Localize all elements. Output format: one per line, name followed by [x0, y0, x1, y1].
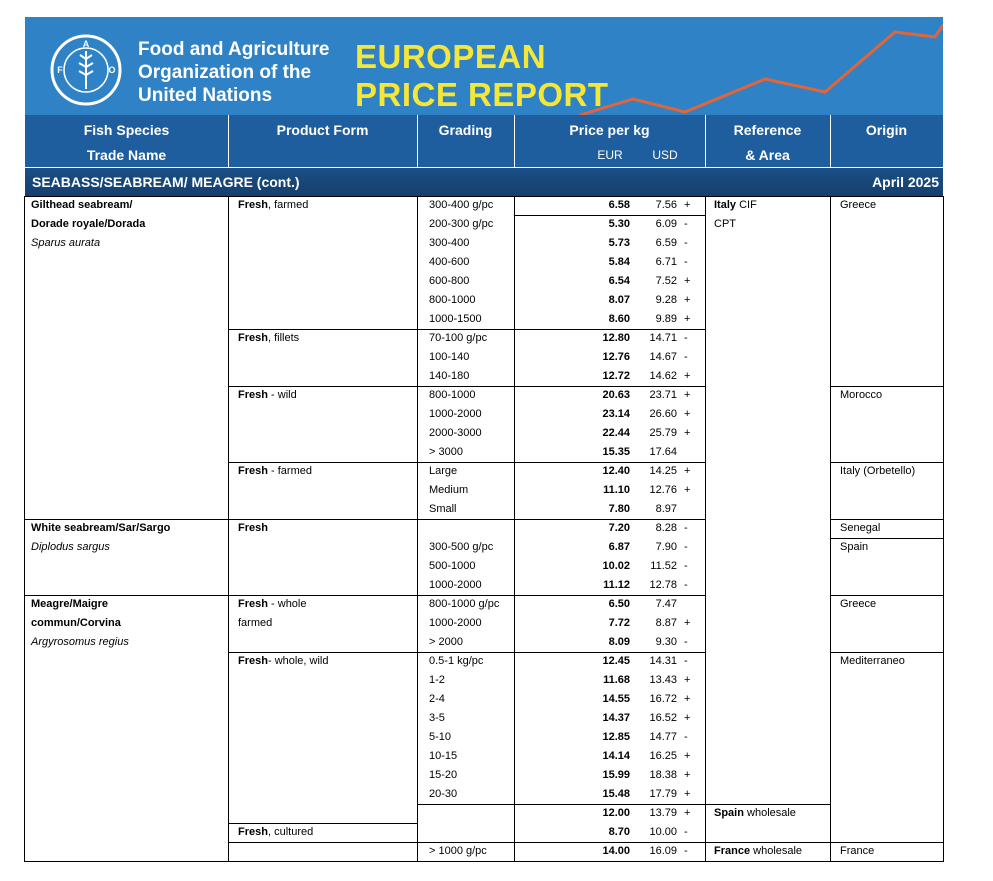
grade-value: 800-1000 g/pc: [429, 598, 500, 610]
price-usd: 26.60: [649, 408, 677, 420]
reference-area: [714, 845, 802, 858]
price-eur: 22.44: [602, 427, 630, 439]
grade-value: 800-1000: [429, 294, 476, 306]
price-rule: [514, 329, 705, 330]
col-origin: Origin: [865, 122, 908, 138]
product-form: [238, 655, 329, 668]
product-form-line2: farmed: [238, 617, 273, 629]
price-eur: 8.09: [608, 636, 630, 648]
species-rule: [24, 519, 228, 520]
price-eur: 10.02: [602, 560, 630, 572]
trend-indicator: +: [684, 465, 691, 477]
origin-rule: [830, 462, 943, 463]
price-rule: [514, 804, 705, 805]
grade-value: > 1000 g/pc: [429, 845, 487, 857]
grade-value: 800-1000: [429, 389, 476, 401]
species-name: Meagre/Maigre: [31, 598, 109, 610]
price-eur: 12.85: [602, 731, 630, 743]
col-reference: Reference: [733, 122, 802, 138]
product-form-main: Fresh: [238, 199, 268, 211]
table-header: [25, 115, 943, 167]
trend-indicator: +: [684, 807, 691, 819]
price-rule: [514, 386, 705, 387]
grade-value: 1-2: [429, 674, 445, 686]
price-usd: 8.28: [655, 522, 677, 534]
trend-indicator: -: [684, 351, 688, 363]
trend-indicator: +: [684, 674, 691, 686]
reference-basis: CIF: [736, 199, 757, 211]
price-rule: [514, 215, 705, 216]
price-eur: 15.35: [602, 446, 630, 458]
grade-value: 70-100 g/pc: [429, 332, 488, 344]
grade-value: Medium: [429, 484, 469, 496]
price-eur: 12.72: [602, 370, 630, 382]
trend-indicator: -: [684, 256, 688, 268]
grade-value: 200-300 g/pc: [429, 218, 494, 230]
price-usd: 14.67: [649, 351, 677, 363]
grade-value: 10-15: [429, 750, 458, 762]
svg-text:A: A: [82, 39, 90, 49]
grade-value: 100-140: [429, 351, 470, 363]
product-form-detail: , cultured: [267, 826, 314, 838]
price-eur: 23.14: [602, 408, 630, 420]
price-rule: [514, 519, 705, 520]
price-eur: 6.58: [608, 199, 630, 211]
origin-country: Mediterraneo: [840, 655, 905, 667]
column-rule: [943, 196, 944, 862]
column-rule: [228, 196, 229, 862]
price-eur: 7.80: [608, 503, 630, 515]
price-usd: 12.76: [649, 484, 677, 496]
col-eur: EUR: [597, 148, 623, 162]
price-eur: 11.10: [603, 484, 630, 496]
product-form-detail: - whole, wild: [267, 655, 329, 667]
trend-indicator: -: [684, 731, 688, 743]
grade-value: 2-4: [429, 693, 445, 705]
trend-indicator: -: [684, 522, 688, 534]
price-eur: 5.30: [608, 218, 630, 230]
trend-indicator: +: [684, 389, 691, 401]
origin-country: France: [840, 845, 875, 857]
species-rule: [24, 595, 228, 596]
column-rule: [705, 196, 706, 862]
trend-indicator: +: [684, 788, 691, 800]
product-rule: [228, 196, 417, 197]
col-area: & Area: [745, 147, 790, 163]
trend-indicator: +: [684, 769, 691, 781]
grading-rule: [417, 329, 514, 330]
product-rule: [228, 823, 417, 824]
price-eur: 8.60: [608, 313, 630, 325]
species-latin-name: Argyrosomus regius: [31, 636, 129, 648]
product-form: [238, 199, 308, 212]
price-usd: 13.43: [649, 674, 677, 686]
trend-indicator: -: [684, 560, 688, 572]
origin-rule: [830, 519, 943, 520]
price-eur: 20.63: [602, 389, 630, 401]
species-name: Gilthead seabream/: [31, 199, 133, 211]
reference-rule: [705, 196, 830, 197]
origin-country: Greece: [840, 598, 877, 610]
price-rule: [514, 652, 705, 653]
price-usd: 10.00: [649, 826, 677, 838]
species-name: commun/Corvina: [31, 617, 121, 629]
reference-area: [714, 199, 757, 212]
grade-value: 140-180: [429, 370, 470, 382]
price-usd: 9.28: [655, 294, 677, 306]
grade-value: 1000-2000: [429, 617, 482, 629]
origin-rule: [830, 652, 943, 653]
price-eur: 6.54: [608, 275, 630, 287]
price-usd: 13.79: [649, 807, 677, 819]
grade-value: > 2000: [429, 636, 463, 648]
price-usd: 17.64: [649, 446, 677, 458]
trend-indicator: +: [684, 617, 691, 629]
trend-indicator: +: [684, 275, 691, 287]
price-eur: 6.50: [608, 598, 630, 610]
trend-indicator: +: [684, 408, 691, 420]
grading-rule: [417, 519, 514, 520]
grade-value: 300-400: [429, 237, 470, 249]
reference-country: Spain: [714, 807, 744, 819]
grading-rule: [417, 595, 514, 596]
product-rule: [228, 519, 417, 520]
column-rule: [24, 196, 25, 862]
price-usd: 6.09: [655, 218, 677, 230]
price-usd: 12.78: [649, 579, 677, 591]
price-usd: 7.52: [655, 275, 677, 287]
product-rule: [228, 842, 417, 843]
trend-indicator: -: [684, 845, 688, 857]
price-eur: 12.00: [602, 807, 630, 819]
product-rule: [228, 462, 417, 463]
price-usd: 7.56: [655, 199, 677, 211]
product-rule: [228, 595, 417, 596]
species-name: Dorade royale/Dorada: [31, 218, 146, 230]
price-eur: 11.12: [603, 579, 630, 591]
product-rule: [228, 329, 417, 330]
report-banner: [25, 17, 943, 115]
trend-indicator: -: [684, 541, 688, 553]
grade-value: 20-30: [429, 788, 458, 800]
column-rule: [514, 196, 515, 862]
grade-value: 600-800: [429, 275, 470, 287]
section-title: SEABASS/SEABREAM/ MEAGRE (cont.): [32, 174, 300, 190]
price-usd: 16.25: [649, 750, 677, 762]
origin-rule: [830, 595, 943, 596]
trend-indicator: +: [684, 199, 691, 211]
grade-value: 2000-3000: [429, 427, 482, 439]
reference-rule: [705, 804, 830, 805]
price-eur: 15.48: [602, 788, 630, 800]
trend-indicator: -: [684, 579, 688, 591]
price-eur: 7.20: [608, 522, 630, 534]
product-form: [238, 522, 268, 535]
price-usd: 14.62: [649, 370, 677, 382]
product-form: [238, 389, 297, 402]
price-rule: [514, 196, 705, 197]
price-usd: 6.71: [655, 256, 677, 268]
grade-value: 0.5-1 kg/pc: [429, 655, 484, 667]
col-price: Price per kg: [569, 122, 650, 138]
price-eur: 12.80: [602, 332, 630, 344]
product-form: [238, 826, 313, 839]
trend-indicator: +: [684, 484, 691, 496]
grade-value: Small: [429, 503, 457, 515]
price-usd: 18.38: [649, 769, 677, 781]
grade-value: 5-10: [429, 731, 452, 743]
product-rule: [228, 386, 417, 387]
price-usd: 14.71: [649, 332, 677, 344]
price-usd: 14.31: [649, 655, 677, 667]
grade-value: 1000-2000: [429, 579, 482, 591]
trend-indicator: -: [684, 636, 688, 648]
price-usd: 8.97: [655, 503, 677, 515]
price-usd: 11.52: [650, 560, 677, 572]
price-rule: [514, 842, 705, 843]
org-name: Food and Agriculture Organization of the United Nations: [138, 39, 330, 106]
price-eur: 14.55: [602, 693, 630, 705]
reference-country: France: [714, 845, 751, 857]
reference-basis: wholesale: [743, 807, 796, 819]
section-bar: [25, 168, 943, 196]
price-usd: 7.47: [655, 598, 677, 610]
trend-indicator: -: [684, 237, 688, 249]
price-eur: 5.73: [608, 237, 630, 249]
product-form-detail: - whole: [267, 598, 307, 610]
col-product: Product Form: [276, 122, 369, 138]
grading-rule: [417, 462, 514, 463]
origin-rule: [830, 842, 943, 843]
col-grading: Grading: [438, 122, 493, 138]
product-form-detail: , farmed: [267, 199, 309, 211]
grade-value: > 3000: [429, 446, 463, 458]
grading-rule: [417, 652, 514, 653]
trend-indicator: -: [684, 655, 688, 667]
trend-indicator: -: [684, 218, 688, 230]
reference-rule: [705, 842, 830, 843]
table-bottom-rule: [24, 861, 944, 862]
svg-text:O: O: [108, 65, 116, 75]
grade-value: 3-5: [429, 712, 445, 724]
section-date: April 2025: [872, 174, 939, 190]
grading-rule: [417, 196, 514, 197]
product-form-detail: - wild: [267, 389, 297, 401]
grading-rule: [417, 842, 514, 843]
trend-indicator: +: [684, 294, 691, 306]
product-form-detail: - farmed: [267, 465, 312, 477]
price-eur: 11.68: [603, 674, 630, 686]
species-rule: [24, 196, 228, 197]
price-eur: 14.00: [602, 845, 630, 857]
trend-indicator: +: [684, 427, 691, 439]
product-form-main: Fresh: [238, 655, 268, 667]
price-usd: 16.09: [649, 845, 677, 857]
price-eur: 14.14: [602, 750, 630, 762]
report-title: EUROPEAN PRICE REPORT: [355, 38, 609, 113]
price-usd: 9.89: [655, 313, 677, 325]
species-latin-name: Diplodus sargus: [31, 541, 110, 553]
species-latin-name: Sparus aurata: [31, 237, 101, 249]
column-rule: [830, 196, 831, 862]
origin-rule: [830, 196, 943, 197]
trend-indicator: +: [684, 313, 691, 325]
grade-value: 1000-2000: [429, 408, 482, 420]
price-rule: [514, 462, 705, 463]
price-eur: 12.45: [602, 655, 630, 667]
product-form: [238, 465, 312, 478]
grading-rule: [417, 804, 514, 805]
price-usd: 16.52: [649, 712, 677, 724]
reference-country: Italy: [714, 199, 737, 211]
price-usd: 23.71: [649, 389, 677, 401]
col-usd: USD: [652, 148, 678, 162]
grade-value: 300-400 g/pc: [429, 199, 494, 211]
reference-area: [714, 807, 796, 820]
grading-rule: [417, 386, 514, 387]
price-eur: 15.99: [602, 769, 630, 781]
price-eur: 8.70: [608, 826, 630, 838]
trend-indicator: +: [684, 693, 691, 705]
price-usd: 14.25: [649, 465, 677, 477]
product-form-main: Fresh: [238, 522, 268, 534]
product-form-detail: , fillets: [267, 332, 300, 344]
price-usd: 17.79: [649, 788, 677, 800]
product-form-main: Fresh: [238, 332, 268, 344]
trend-indicator: -: [684, 826, 688, 838]
trend-indicator: +: [684, 712, 691, 724]
fao-logo-icon: [49, 33, 123, 107]
trend-indicator: -: [684, 332, 688, 344]
origin-country: Greece: [840, 199, 877, 211]
reference-basis: wholesale: [750, 845, 803, 857]
product-form-main: Fresh: [238, 389, 268, 401]
grade-value: 400-600: [429, 256, 470, 268]
column-rule: [417, 196, 418, 862]
price-eur: 5.84: [608, 256, 630, 268]
price-eur: 12.40: [602, 465, 630, 477]
product-form-main: Fresh: [238, 598, 268, 610]
grade-value: 1000-1500: [429, 313, 482, 325]
trend-indicator: +: [684, 370, 691, 382]
origin-country: Senegal: [840, 522, 881, 534]
product-form-main: Fresh: [238, 465, 268, 477]
reference-line2: CPT: [714, 218, 736, 230]
col-species-title: Fish Species: [83, 122, 170, 138]
trend-indicator: +: [684, 750, 691, 762]
product-form: [238, 598, 307, 611]
product-form: [238, 332, 299, 345]
price-usd: 9.30: [655, 636, 677, 648]
grade-value: 500-1000: [429, 560, 476, 572]
origin-rule: [830, 538, 943, 539]
origin-rule: [830, 386, 943, 387]
svg-text:F: F: [57, 65, 63, 75]
product-form-main: Fresh: [238, 826, 268, 838]
grade-value: 300-500 g/pc: [429, 541, 494, 553]
price-eur: 6.87: [608, 541, 630, 553]
price-eur: 7.72: [608, 617, 630, 629]
price-usd: 8.87: [655, 617, 677, 629]
price-eur: 12.76: [602, 351, 630, 363]
price-usd: 25.79: [649, 427, 677, 439]
col-species-subtitle: Trade Name: [86, 147, 167, 163]
price-usd: 16.72: [649, 693, 677, 705]
price-eur: 8.07: [608, 294, 630, 306]
price-usd: 6.59: [655, 237, 677, 249]
price-eur: 14.37: [602, 712, 630, 724]
product-rule: [228, 652, 417, 653]
species-name: White seabream/Sar/Sargo: [31, 522, 171, 534]
price-usd: 7.90: [655, 541, 677, 553]
origin-country: Italy (Orbetello): [840, 465, 916, 477]
price-rule: [514, 595, 705, 596]
origin-country: Spain: [840, 541, 869, 553]
grade-value: 15-20: [429, 769, 458, 781]
grade-value: Large: [429, 465, 458, 477]
price-usd: 14.77: [649, 731, 677, 743]
origin-country: Morocco: [840, 389, 883, 401]
